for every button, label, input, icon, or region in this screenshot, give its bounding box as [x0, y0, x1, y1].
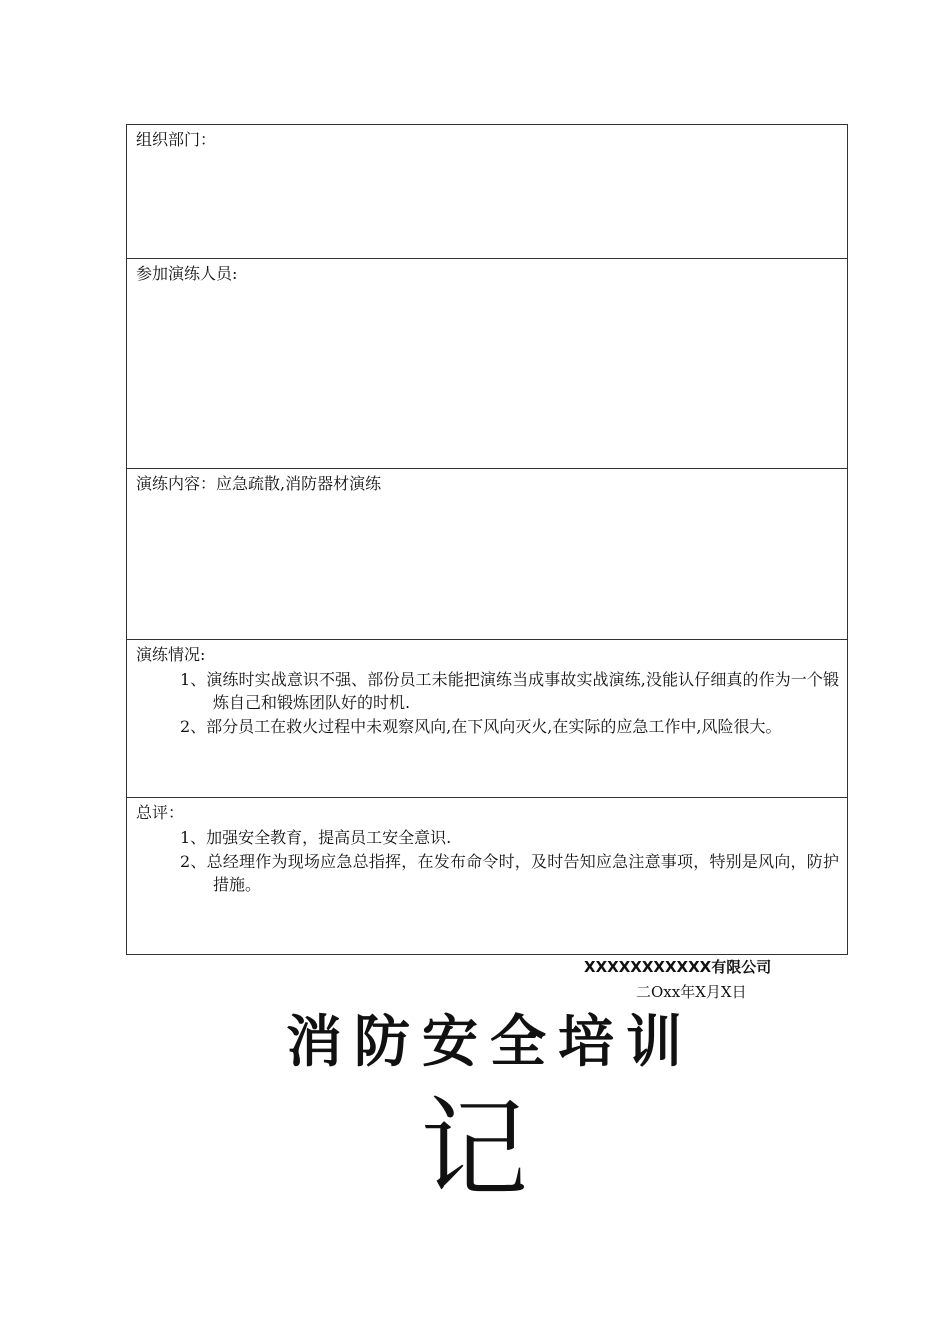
company-name: XXXXXXXXXXX有限公司	[584, 958, 772, 976]
participants-label: 参加演练人员:	[136, 264, 238, 283]
organizer-label: 组织部门：	[136, 130, 217, 149]
summary-label: 总评：	[136, 803, 185, 822]
drill-content-label: 演练内容：应急疏散,消防器材演练	[136, 474, 382, 493]
drill-situation-label: 演练情况:	[136, 645, 206, 664]
summary-list	[136, 826, 839, 896]
cover-subtitle-char: 记	[420, 1087, 529, 1212]
drill-content-row	[127, 469, 847, 640]
drill-situation-row	[127, 640, 847, 798]
list-item: 2、部分员工在救火过程中未观察风向,在下风向灭火,在实际的应急工作中,风险很大。	[180, 717, 782, 736]
list-item: 2、总经理作为现场应急总指挥，在发布命令时，及时告知应急注意事项，特别是风向，防护措施。	[180, 852, 839, 894]
summary-row	[127, 798, 847, 954]
list-item: 1、加强安全教育，提高员工安全意识.	[180, 828, 452, 847]
list-item: 1、演练时实战意识不强、部份员工未能把演练当成事故实战演练,没能认仔细真的作为一个锻炼自己和锻炼团队好的时机.	[180, 670, 839, 712]
organizer-row	[127, 125, 847, 259]
situation-list	[136, 668, 839, 738]
cover-title: 消防安全培训	[286, 1010, 694, 1075]
drill-record-table	[126, 124, 848, 955]
signature-date: 二Oxx年X月X日	[636, 983, 747, 1001]
participants-row	[127, 259, 847, 469]
